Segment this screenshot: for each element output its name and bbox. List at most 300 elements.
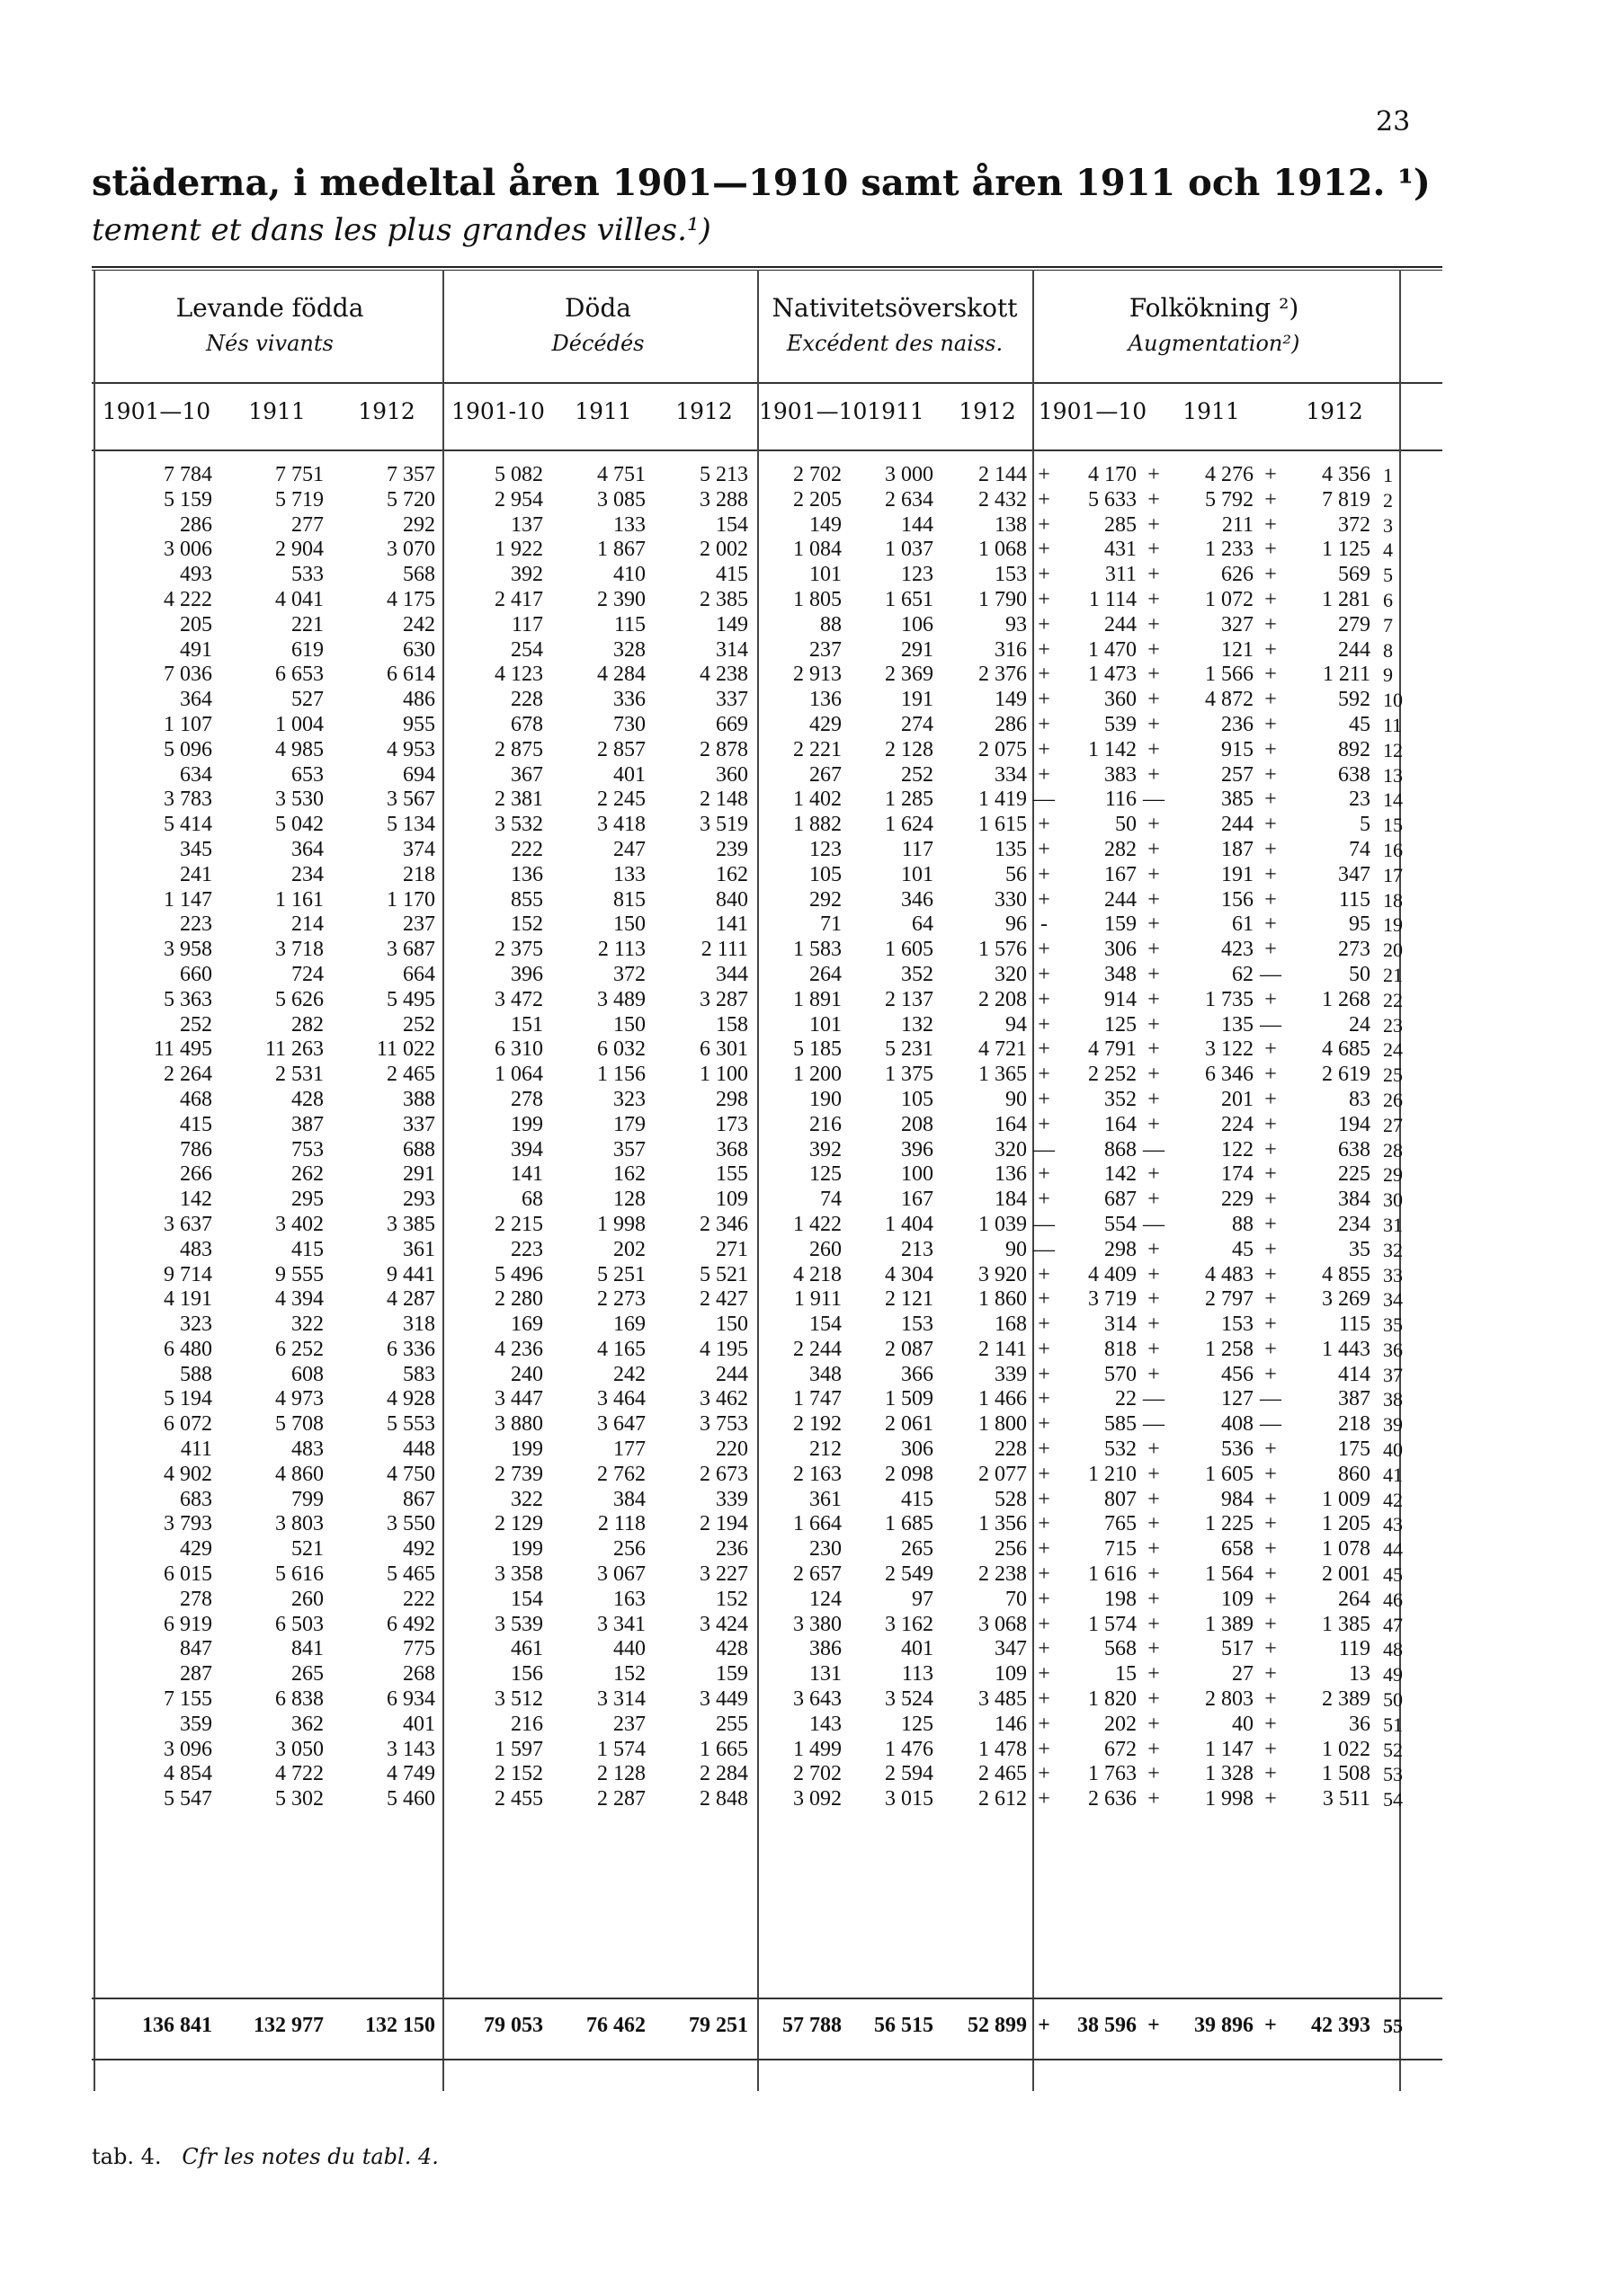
table-cell: 448 [403, 1437, 435, 1462]
table-cell: 199 [511, 1437, 543, 1462]
table-cell: 4 928 [387, 1387, 435, 1411]
sign-cell: + [1147, 637, 1160, 662]
table-cell: 1 998 [597, 1212, 646, 1236]
table-cell: 6 252 [275, 1337, 324, 1361]
table-cell: 5 363 [164, 987, 212, 1011]
sign-cell: + [1264, 1612, 1277, 1636]
table-row [92, 1463, 1412, 1488]
sign-cell: + [1038, 1562, 1050, 1587]
table-cell: 383 [1104, 762, 1137, 787]
table-row [92, 488, 1412, 513]
table-cell: 3 803 [275, 1512, 324, 1536]
sign-cell: + [1147, 737, 1160, 761]
table-cell: 2 128 [885, 737, 933, 761]
table-cell: 6 503 [275, 1612, 324, 1636]
table-cell: 1 651 [885, 587, 933, 611]
sign-cell: - [1040, 912, 1048, 937]
table-cell: 240 [511, 1362, 543, 1386]
sign-cell: + [1038, 1287, 1050, 1312]
table-row [92, 1588, 1412, 1613]
sign-cell: + [1147, 1188, 1160, 1212]
sign-cell: + [1147, 762, 1160, 787]
table-cell: 311 [1104, 563, 1137, 587]
table-cell: 11 022 [376, 1037, 435, 1062]
table-cell: 173 [716, 1112, 748, 1136]
table-cell: 5 134 [387, 813, 435, 837]
sign-cell: + [1264, 1737, 1277, 1761]
table-cell: 93 [1005, 612, 1027, 636]
table-row [92, 513, 1412, 538]
table-cell: 664 [403, 962, 435, 986]
row-number: 51 [1383, 1713, 1403, 1736]
table-cell: 6 032 [597, 1037, 646, 1062]
table-cell: 3 512 [495, 1687, 543, 1712]
table-cell: 5 495 [387, 987, 435, 1011]
table-cell: 213 [901, 1237, 933, 1261]
table-cell: 117 [901, 837, 933, 861]
table-cell: 11 495 [153, 1037, 212, 1062]
table-cell: 2 129 [495, 1512, 543, 1536]
table-cell: 179 [613, 1112, 646, 1136]
table-row [92, 763, 1412, 788]
table-row [92, 838, 1412, 863]
table-row [92, 1662, 1412, 1687]
table-cell: 360 [716, 762, 748, 787]
table-cell: 387 [1338, 1387, 1370, 1411]
table-cell: 867 [403, 1487, 435, 1511]
table-cell: 225 [1338, 1162, 1370, 1187]
table-cell: 337 [716, 688, 748, 712]
table-cell: 2 381 [495, 788, 543, 812]
table-cell: 468 [180, 1087, 212, 1111]
total-sign: + [1147, 2014, 1160, 2037]
table-cell: 360 [1104, 688, 1137, 712]
table-cell: 222 [511, 837, 543, 861]
deaths-header: Döda [565, 293, 631, 323]
table-cell: 536 [1221, 1437, 1254, 1462]
table-cell: 7 819 [1322, 487, 1370, 512]
total-divider-top [92, 1998, 1442, 1999]
table-cell: 3 719 [1088, 1287, 1137, 1312]
table-cell: 234 [1338, 1212, 1370, 1236]
table-cell: 374 [403, 837, 435, 861]
table-cell: 347 [1338, 862, 1370, 886]
table-cell: 3 643 [793, 1687, 842, 1712]
sign-cell: + [1264, 1212, 1277, 1236]
table-cell: 257 [1221, 762, 1254, 787]
table-cell: 3 162 [885, 1612, 933, 1636]
col-deaths-1901-10: 1901-10 [451, 398, 545, 424]
table-row [92, 1263, 1412, 1288]
table-cell: 322 [291, 1313, 324, 1337]
table-cell: 222 [403, 1587, 435, 1611]
table-cell: 95 [1349, 912, 1370, 937]
sign-cell: + [1147, 463, 1160, 486]
table-cell: 401 [403, 1712, 435, 1736]
table-cell: 3 050 [275, 1737, 324, 1761]
sign-cell: + [1264, 1537, 1277, 1562]
row-number: 29 [1383, 1163, 1403, 1187]
table-cell: 292 [403, 512, 435, 537]
table-cell: 3 143 [387, 1737, 435, 1761]
table-cell: 5 231 [885, 1037, 933, 1062]
table-cell: 2 061 [885, 1412, 933, 1437]
table-cell: 1 258 [1205, 1337, 1254, 1361]
col-excess-1912: 1912 [959, 398, 1016, 424]
table-cell: 142 [180, 1188, 212, 1212]
sign-cell: + [1147, 862, 1160, 886]
sign-cell: + [1147, 1537, 1160, 1562]
table-cell: 539 [1104, 712, 1137, 736]
sign-cell: + [1147, 612, 1160, 636]
table-cell: 1 443 [1322, 1337, 1370, 1361]
sign-cell: + [1147, 987, 1160, 1011]
table-cell: 5 082 [495, 463, 543, 486]
sign-cell: + [1264, 512, 1277, 537]
table-cell: 583 [403, 1362, 435, 1386]
table-cell: 298 [1104, 1237, 1137, 1261]
sign-cell: — [1260, 962, 1281, 986]
table-cell: 282 [291, 1012, 324, 1037]
table-cell: 115 [613, 612, 646, 636]
table-cell: 6 346 [1205, 1063, 1254, 1087]
sign-cell: + [1147, 1262, 1160, 1286]
table-cell: 6 336 [387, 1337, 435, 1361]
table-cell: 730 [613, 712, 646, 736]
table-cell: 316 [995, 637, 1027, 662]
table-cell: 528 [995, 1487, 1027, 1511]
table-cell: 128 [613, 1188, 646, 1212]
row-number: 30 [1383, 1188, 1403, 1212]
col-increase-1901-10: 1901—10 [1038, 398, 1147, 424]
table-cell: 347 [995, 1637, 1027, 1661]
table-cell: 153 [1221, 1313, 1254, 1337]
table-cell: 152 [511, 912, 543, 937]
table-cell: 401 [613, 762, 646, 787]
table-cell: 688 [403, 1137, 435, 1161]
table-cell: 3 402 [275, 1212, 324, 1236]
table-cell: 35 [1349, 1237, 1370, 1261]
total-cell: 39 896 [1194, 2014, 1254, 2037]
table-cell: 384 [613, 1487, 646, 1511]
table-cell: 1 922 [495, 538, 543, 562]
table-cell: 4 222 [164, 587, 212, 611]
table-cell: 97 [912, 1587, 933, 1611]
table-cell: 3 958 [164, 938, 212, 962]
table-cell: 61 [1232, 912, 1254, 937]
total-divider-bottom [92, 2059, 1442, 2060]
table-cell: 3 380 [793, 1612, 842, 1636]
total-sign: + [1038, 2014, 1050, 2037]
table-cell: 1 476 [885, 1737, 933, 1761]
table-row [92, 713, 1412, 738]
table-cell: 3 920 [978, 1262, 1027, 1286]
table-cell: 3 085 [597, 487, 646, 512]
table-cell: 291 [901, 637, 933, 662]
table-cell: 1 004 [275, 712, 324, 736]
sign-cell: + [1264, 487, 1277, 512]
table-cell: 3 753 [700, 1412, 748, 1437]
table-cell: 4 304 [885, 1262, 933, 1286]
table-cell: 372 [1338, 512, 1370, 537]
table-cell: 133 [613, 862, 646, 886]
table-cell: 2 875 [495, 737, 543, 761]
table-cell: 2 077 [978, 1462, 1027, 1486]
table-cell: 94 [1005, 1012, 1027, 1037]
table-cell: 164 [1104, 1112, 1137, 1136]
sign-cell: + [1264, 1313, 1277, 1337]
table-cell: 2 797 [1205, 1287, 1254, 1312]
table-cell: 6 614 [387, 663, 435, 687]
table-row [92, 1338, 1412, 1363]
table-cell: 199 [511, 1112, 543, 1136]
table-cell: 119 [1338, 1637, 1370, 1661]
table-cell: 1 911 [793, 1287, 842, 1312]
table-cell: 323 [180, 1313, 212, 1337]
total-row-table [92, 2014, 1412, 2039]
table-row [92, 1113, 1412, 1138]
table-cell: 1 064 [495, 1063, 543, 1087]
row-number: 2 [1383, 488, 1393, 512]
table-cell: 116 [1104, 788, 1137, 812]
table-cell: 74 [1349, 837, 1370, 861]
total-sign: + [1264, 2014, 1277, 2037]
row-number: 42 [1383, 1488, 1403, 1511]
table-cell: 211 [1221, 512, 1254, 537]
sign-cell: + [1264, 1112, 1277, 1136]
table-cell: 3 092 [793, 1787, 842, 1811]
table-cell: 286 [180, 512, 212, 537]
sign-cell: + [1038, 563, 1050, 587]
table-cell: 608 [291, 1362, 324, 1386]
table-cell: 330 [995, 887, 1027, 912]
sign-cell: + [1264, 788, 1277, 812]
table-cell: 167 [901, 1188, 933, 1212]
row-number: 3 [1383, 513, 1393, 537]
sign-cell: + [1264, 1237, 1277, 1261]
table-cell: 492 [403, 1537, 435, 1562]
sign-cell: + [1264, 762, 1277, 787]
total-cell: 38 596 [1077, 2014, 1137, 2037]
sign-cell: + [1147, 1237, 1160, 1261]
table-cell: 3 472 [495, 987, 543, 1011]
table-cell: 634 [180, 762, 212, 787]
table-cell: 141 [511, 1162, 543, 1187]
table-cell: 2 878 [700, 737, 748, 761]
sign-cell: + [1264, 1362, 1277, 1386]
table-cell: 1 009 [1322, 1487, 1370, 1511]
table-cell: 818 [1104, 1337, 1137, 1361]
table-cell: 2 702 [793, 463, 842, 486]
table-cell: 359 [180, 1712, 212, 1736]
table-cell: 5 465 [387, 1562, 435, 1587]
table-row [92, 1287, 1412, 1313]
row-number: 21 [1383, 963, 1403, 986]
table-cell: 955 [403, 712, 435, 736]
table-cell: 1 616 [1088, 1562, 1137, 1587]
table-cell: 387 [291, 1112, 324, 1136]
sign-cell: + [1147, 712, 1160, 736]
table-cell: 2 634 [885, 487, 933, 512]
table-cell: 1 891 [793, 987, 842, 1011]
table-cell: 133 [613, 512, 646, 537]
page-title-french: tement et dans les plus grandes villes.¹) [92, 212, 711, 248]
table-cell: 292 [809, 887, 842, 912]
sign-cell: + [1264, 938, 1277, 962]
table-cell: 3 227 [700, 1562, 748, 1587]
table-cell: 252 [403, 1012, 435, 1037]
table-cell: 1 100 [700, 1063, 748, 1087]
table-cell: 177 [613, 1437, 646, 1462]
total-cell: 132 150 [365, 2014, 435, 2037]
table-cell: 244 [716, 1362, 748, 1386]
table-cell: 1 605 [1205, 1462, 1254, 1486]
sign-cell: + [1264, 538, 1277, 562]
table-cell: 1 574 [597, 1737, 646, 1761]
table-cell: 105 [901, 1087, 933, 1111]
table-cell: 2 215 [495, 1212, 543, 1236]
table-cell: 156 [1221, 887, 1254, 912]
table-cell: 218 [403, 862, 435, 886]
table-cell: 2 002 [700, 538, 748, 562]
table-cell: 2 280 [495, 1287, 543, 1312]
table-cell: 715 [1104, 1537, 1137, 1562]
table-cell: 638 [1338, 762, 1370, 787]
col-deaths-1911: 1911 [575, 398, 632, 424]
sign-cell: + [1264, 1037, 1277, 1062]
table-cell: 3 070 [387, 538, 435, 562]
sign-cell: + [1038, 1637, 1050, 1661]
table-cell: 367 [511, 762, 543, 787]
table-cell: 3 880 [495, 1412, 543, 1437]
sign-cell: + [1038, 962, 1050, 986]
table-cell: 117 [511, 612, 543, 636]
table-cell: 318 [403, 1313, 435, 1337]
table-cell: 724 [291, 962, 324, 986]
table-cell: 3 341 [597, 1612, 646, 1636]
sign-cell: + [1264, 1712, 1277, 1736]
table-cell: 521 [291, 1537, 324, 1562]
total-cell: 52 899 [968, 2014, 1027, 2037]
table-cell: 154 [716, 512, 748, 537]
table-cell: 155 [716, 1162, 748, 1187]
table-cell: 22 [1115, 1387, 1137, 1411]
table-cell: 2 385 [700, 587, 748, 611]
table-cell: 5 521 [700, 1262, 748, 1286]
table-cell: 113 [901, 1662, 933, 1686]
sign-cell: + [1038, 512, 1050, 537]
table-cell: 588 [180, 1362, 212, 1386]
table-cell: 1 039 [978, 1212, 1027, 1236]
table-cell: 2 152 [495, 1762, 543, 1786]
table-cell: 323 [613, 1087, 646, 1111]
table-cell: 401 [901, 1637, 933, 1661]
table-cell: 2 432 [978, 487, 1027, 512]
sign-cell: + [1038, 1262, 1050, 1286]
table-cell: 1 211 [1322, 663, 1370, 687]
table-cell: 268 [403, 1662, 435, 1686]
sign-cell: + [1147, 1112, 1160, 1136]
table-cell: 517 [1221, 1637, 1254, 1661]
table-cell: 1 084 [793, 538, 842, 562]
table-cell: 1 078 [1322, 1537, 1370, 1562]
table-cell: 3 718 [275, 938, 324, 962]
table-cell: 1 365 [978, 1063, 1027, 1087]
table-cell: 298 [716, 1087, 748, 1111]
table-row [92, 663, 1412, 688]
table-cell: 3 067 [597, 1562, 646, 1587]
sign-cell: + [1038, 1612, 1050, 1636]
table-cell: 694 [403, 762, 435, 787]
table-cell: 244 [1104, 612, 1137, 636]
table-cell: 255 [716, 1712, 748, 1736]
table-cell: 2 245 [597, 788, 646, 812]
sign-cell: — [1033, 1212, 1055, 1236]
sign-cell: + [1147, 1662, 1160, 1686]
table-cell: 486 [403, 688, 435, 712]
table-cell: 5 626 [275, 987, 324, 1011]
table-cell: 322 [511, 1487, 543, 1511]
table-cell: 109 [995, 1662, 1027, 1686]
table-cell: 1 508 [1322, 1762, 1370, 1786]
row-number: 54 [1383, 1788, 1403, 1811]
table-cell: 228 [511, 688, 543, 712]
row-number: 22 [1383, 988, 1403, 1011]
table-cell: 216 [511, 1712, 543, 1736]
table-cell: 4 041 [275, 587, 324, 611]
table-cell: 286 [995, 712, 1027, 736]
row-number: 45 [1383, 1563, 1403, 1587]
table-cell: 109 [1221, 1587, 1254, 1611]
table-cell: 1 605 [885, 938, 933, 962]
table-cell: 162 [716, 862, 748, 886]
table-cell: 174 [1221, 1162, 1254, 1187]
col-births-1911: 1911 [248, 398, 306, 424]
table-cell: 491 [180, 637, 212, 662]
total-cell: 42 393 [1311, 2014, 1370, 2037]
table-row [92, 1138, 1412, 1163]
sign-cell: — [1033, 1137, 1055, 1161]
table-cell: 314 [716, 637, 748, 662]
table-row [92, 1512, 1412, 1537]
table-cell: 256 [995, 1537, 1027, 1562]
table-cell: 2 118 [597, 1512, 646, 1536]
sign-cell: + [1264, 1188, 1277, 1212]
total-row [92, 2014, 1412, 2039]
table-cell: 11 263 [264, 1037, 324, 1062]
sign-cell: + [1038, 637, 1050, 662]
table-cell: 237 [809, 637, 842, 662]
sign-cell: + [1038, 1362, 1050, 1386]
table-cell: 1 404 [885, 1212, 933, 1236]
table-cell: 786 [180, 1137, 212, 1161]
table-row [92, 1313, 1412, 1338]
table-cell: 3 485 [978, 1687, 1027, 1712]
sign-cell: + [1038, 1037, 1050, 1062]
table-cell: 3 006 [164, 538, 212, 562]
table-cell: 265 [901, 1537, 933, 1562]
table-cell: 660 [180, 962, 212, 986]
sign-cell: + [1264, 637, 1277, 662]
table-cell: 24 [1349, 1012, 1370, 1037]
table-cell: 5 [1360, 813, 1370, 837]
table-cell: 4 985 [275, 737, 324, 761]
table-cell: 123 [809, 837, 842, 861]
sign-cell: — [1260, 1412, 1281, 1437]
table-cell: 4 722 [275, 1762, 324, 1786]
table-cell: 267 [809, 762, 842, 787]
table-cell: 1 156 [597, 1063, 646, 1087]
